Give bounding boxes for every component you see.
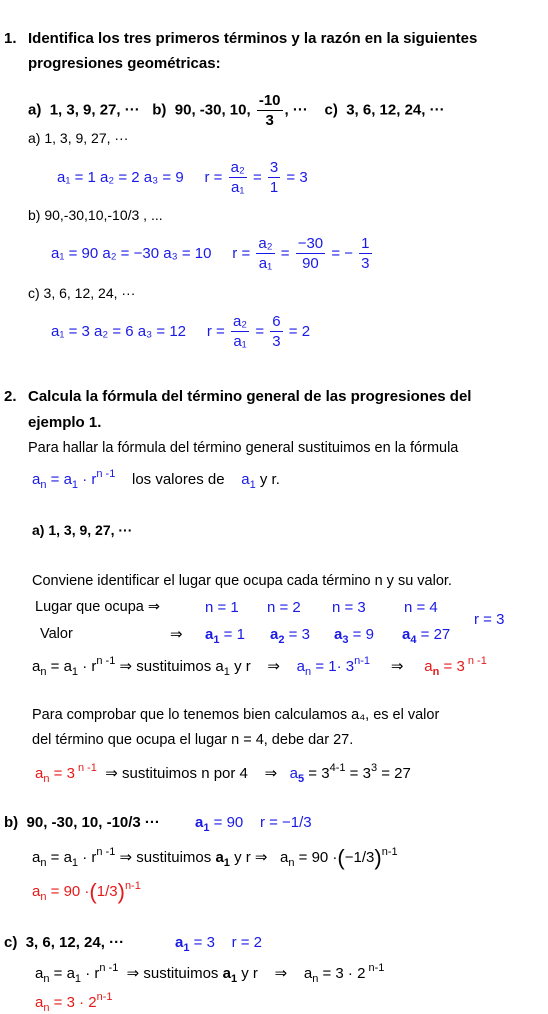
q1-b-solution: a₁ = 90 a₂ = −30 a₃ = 10 r = $\frac{\text{a₂}}{\text{a₁}}$ = $\frac{-30}{90}$ = − $\frac{1}{3}$ (51, 235, 370, 272)
q1-title-line1: Identifica los tres primeros términos y la razón en la siguientes (28, 30, 478, 47)
q2-valor-label: Valor (40, 626, 73, 642)
q2-check-line2: del término que ocupa el lugar n = 4, debe dar 27. (32, 732, 354, 748)
q2-c-formula: $a_n = a_1 \cdot r^{n -1}$ ⇒ sustituimos $a_1$ y r ⇒ $a_n = 3 \cdot 2$ $^{n-1}$ (35, 962, 385, 985)
q2-lugar-n2: n = 2 (267, 599, 301, 616)
q2-valor-arrow: ⇒ (170, 626, 183, 643)
q2-lugar-label: Lugar que ocupa ⇒ (35, 599, 161, 615)
q2-c-heading: c) 3, 6, 12, 24, ··· (4, 934, 125, 951)
q1-b-heading: b) 90,-30,10,-10/3 , ... (28, 207, 163, 223)
q2-r-value: r = 3 (474, 611, 505, 628)
q1-number: 1. (4, 30, 17, 47)
q2-c-values: $a_1 = 3$ r = 2 (175, 934, 263, 954)
q2-b-formula: $a_n = a_1 \cdot r^{n -1}$ ⇒ sustituimos $a_1$ y r ⇒ $a_n = 90 \cdot(-1/3)^{n-1}$ (32, 845, 398, 870)
q2-valor-a3: $a_3 = 9$ (334, 626, 374, 646)
q2-check-line1: Para comprobar que lo tenemos bien calculamos a₄, es el valor (32, 707, 440, 723)
q1-c-solution: a₁ = 3 a₂ = 6 a₃ = 12 r = $\frac{\text{a₂}}{\text{a₁}}$ = $\frac{6}{3}$ = 2 (51, 313, 311, 350)
q1-a-heading: a) 1, 3, 9, 27, ··· (28, 130, 129, 146)
q2-b-values: $a_1 = 90$ r = −1/3 (195, 814, 312, 834)
q2-lugar-n3: n = 3 (332, 599, 366, 616)
q2-intro-line2: $a_n = a_1 \cdot r^{n -1}$ los valores de $a_1$ y r. (32, 468, 280, 491)
q2-b-result: $a_n = 90 \cdot(1/3)^{n-1}$ (32, 879, 141, 904)
q2-valor-a4: $a_4 = 27$ (402, 626, 451, 646)
q2-lugar-n1: n = 1 (205, 599, 239, 616)
q2-check-calc: $a_n = 3$ $^{n -1}$ ⇒ sustituimos n por 4 ⇒ $a_5 = 3^{4-1} = 3^3 = 27$ (35, 762, 411, 785)
q1-title-line2: progresiones geométricas: (28, 55, 221, 72)
q1-a-solution: a₁ = 1 a₂ = 2 a₃ = 9 r = $\frac{\text{a₂}}{\text{a₁}}$ = $\frac{3}{1}$ = 3 (57, 159, 308, 196)
q2-a-heading: a) 1, 3, 9, 27, ··· (32, 522, 133, 538)
q2-valor-a2: $a_2 = 3$ (270, 626, 310, 646)
q2-number: 2. (4, 388, 17, 405)
q1-options: a) 1, 3, 9, 27, ··· b) 90, -30, 10, $\frac{-10}{3}$ , ··· c) 3, 6, 12, 24, ··· (28, 92, 445, 129)
q2-convene: Conviene identificar el lugar que ocupa cada término n y su valor. (32, 573, 452, 589)
q2-intro-line1: Para hallar la fórmula del término general sustituimos en la fórmula (28, 440, 459, 456)
q2-b-heading: b) 90, -30, 10, -10/3 ··· (4, 814, 160, 831)
q2-c-result: $a_n = 3 \cdot 2^{n-1}$ (35, 991, 113, 1014)
q2-a-formula: $a_n = a_1 \cdot r^{n -1}$ ⇒ sustituimos $a_1$ y r ⇒ $a_n = 1\cdot 3^{n-1}$ ⇒ $a_n = 3$ $^{n -1}$ (32, 655, 487, 678)
q1-c-heading: c) 3, 6, 12, 24, ··· (28, 285, 136, 301)
q2-title-line1: Calcula la fórmula del término general de las progresiones del (28, 388, 472, 405)
q2-title-line2: ejemplo 1. (28, 414, 102, 431)
q2-valor-a1: $a_1 = 1$ (205, 626, 245, 646)
q2-lugar-n4: n = 4 (404, 599, 438, 616)
